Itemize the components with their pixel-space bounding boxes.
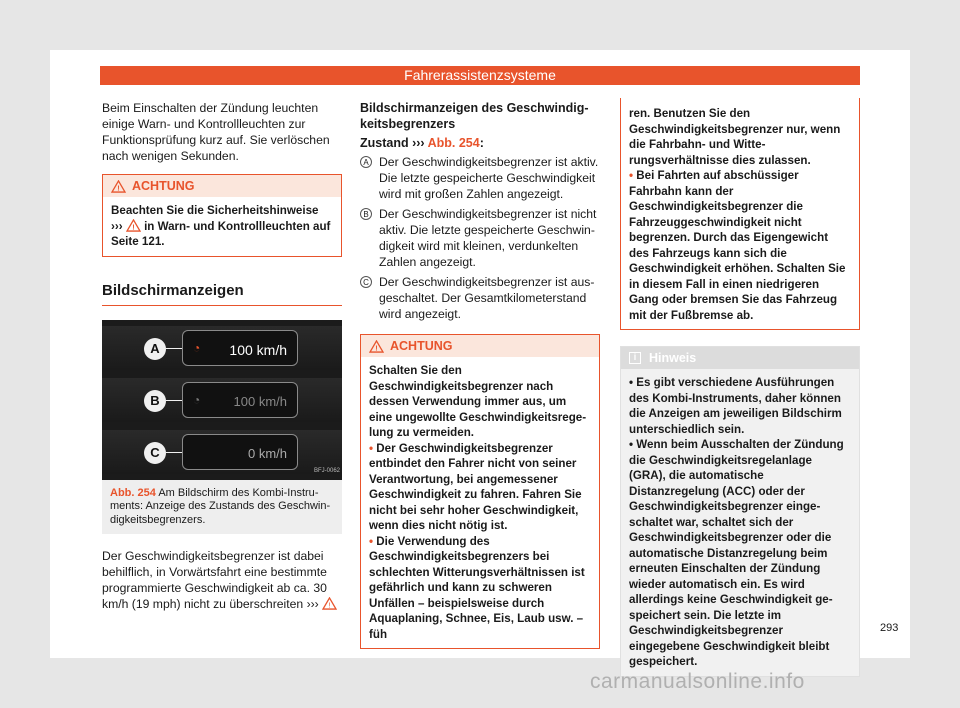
figure-caption <box>102 480 342 535</box>
warning-bullet <box>629 168 851 323</box>
display-strip-a <box>102 326 342 370</box>
display-strip-b <box>102 378 342 422</box>
warning-title: ACHTUNG <box>390 339 453 353</box>
caption-label: Abb. 254 <box>110 486 156 499</box>
warning-header <box>103 175 341 197</box>
marker-a: A <box>144 338 166 360</box>
speed-value: 100 km/h <box>229 341 287 358</box>
warning-box <box>102 174 342 257</box>
item-letter-badge: A <box>360 156 372 168</box>
warning-bullet <box>369 441 591 534</box>
warning-text-a: Beachten Sie die Sicherheitshinweise ››› <box>111 204 319 233</box>
warning-bullet-text: Bei Fahrten auf abschüssiger Fahrbahn kann der Geschwindigkeitsbegrenzer die Fahrzeuggeschwindigkeit nicht begrenzen. Durch das Eigengewicht des Fahrzeugs kann sich die Geschwindigkeit erhöhen. Schalten Sie in diesem Fall in einen niedrigeren Gang oder bremsen Sie das Fahrzeug mit der Fußbremse ab. <box>629 169 846 322</box>
svg-text:!: ! <box>132 222 135 232</box>
warning-box-continued <box>620 98 860 330</box>
caption-text: Am Bildschirm des Kombi-Instruments: Anzeige des Zustands des Geschwindigkeitsbegrenzers. <box>110 486 331 526</box>
warning-text <box>103 197 341 256</box>
warning-text <box>621 98 859 329</box>
warning-text-b: in Warn- und Kontrollleuchten auf Seite 121. <box>111 219 331 248</box>
bullet-icon: • <box>629 169 637 182</box>
bullet-icon: • <box>369 534 377 548</box>
note-header <box>621 347 859 369</box>
warning-intro: Schalten Sie den Geschwindigkeitsbegrenzer nach dessen Verwendung immer aus, um eine ungewollte Geschwindigkeitsregelung zu vermeiden. <box>369 364 587 439</box>
bullet-icon: • <box>369 441 377 455</box>
list-item <box>360 154 600 202</box>
speed-limiter-icon: ◔ <box>193 340 201 355</box>
note-box <box>620 346 860 677</box>
warning-triangle-icon <box>126 219 141 232</box>
speed-value: 100 km/h <box>233 393 287 409</box>
item-letter-badge: B <box>360 208 372 220</box>
svg-text:!: ! <box>117 183 120 193</box>
marker-c: C <box>144 442 166 464</box>
svg-text:!: ! <box>328 600 331 610</box>
item-text: Der Geschwindigkeitsbegrenzer ist aktiv. Die letzte gespeicherte Geschwindigkeit wird mit großen Zahlen angezeigt. <box>379 155 599 201</box>
speed-value: 0 km/h <box>247 445 287 461</box>
instrument-figure <box>102 320 342 480</box>
note-bullet-text: Es gibt verschiedene Ausführungen des Kombi-Instruments, daher können die Anzeigen am jeweiligen Bildschirm unterschiedlich sein. <box>629 376 842 436</box>
warning-bullet-text: Der Geschwindigkeitsbegrenzer entbindet den Fahrer nicht von seiner Verantwortung, bei angemessener Geschwindigkeit zu fahren. Fahren Sie nicht bei sehr hoher Geschwindigkeit, wenn dies nicht nötig ist. <box>369 441 582 532</box>
note-text <box>621 369 859 676</box>
subsection-heading: Bildschirmanzeigen des Geschwindigkeitsbegrenzers <box>360 101 589 131</box>
warning-text <box>361 357 599 648</box>
figure-code: BFJ-0062 <box>313 467 340 474</box>
column-1 <box>102 100 342 620</box>
warning-triangle-icon <box>111 180 126 193</box>
status-line: Zustand ››› Abb. 254: <box>360 136 484 150</box>
speed-limiter-icon: ◔ <box>193 392 201 407</box>
marker-b: B <box>144 390 166 412</box>
list-item <box>360 206 600 270</box>
info-icon: i <box>629 352 641 364</box>
limiter-paragraph-text: Der Geschwindigkeitsbegrenzer ist dabei behilflich, in Vorwärtsfahrt eine bestimmte programmierte Geschwindigkeit ab ca. 30 km/h (19 mph) nicht zu überschreiten ››› <box>102 549 327 611</box>
warning-box <box>360 334 600 649</box>
column-2 <box>360 100 600 661</box>
figure-reference-link[interactable]: Abb. 254 <box>427 136 480 150</box>
display-panel <box>182 434 298 470</box>
warning-triangle-icon <box>369 340 384 353</box>
note-bullet-text: Wenn beim Ausschalten der Zündung die Geschwindigkeitsregelanlage (GRA), die automatische Distanzregelung (ACC) oder der Geschwindigkeitsbegrenzer eingeschaltet war, schaltet sich der Geschwindigkeitsbegrenzer oder die automatische Distanzregelung beim erneuten Einschalten der Zündung wieder automatisch ein. Es wird allerdings keine Geschwindigkeit gespeichert sein. Die letzte im Geschwindigkeitsbegrenzer eingegebene Geschwindigkeit bleibt gespeichert. <box>629 438 844 668</box>
list-item <box>360 274 600 322</box>
limiter-paragraph <box>102 548 342 612</box>
warning-bullet-text: Die Verwendung des Geschwindigkeitsbegrenzers bei schlechten Witterungsverhältnissen ist gefährlich und kann zu schweren Unfällen – beispielsweise durch Aquaplaning, Schnee, Eis, Laub usw. – füh <box>369 534 585 641</box>
watermark: carmanualsonline.info <box>590 670 805 693</box>
bullet-icon: • <box>629 438 637 451</box>
status-label: Zustand ››› <box>360 136 425 150</box>
item-text: Der Geschwindigkeitsbegrenzer ist ausgeschaltet. Der Gesamtkilometerstand wird angezeigt. <box>379 275 595 321</box>
note-title: Hinweis <box>649 351 697 365</box>
column-3 <box>620 98 860 677</box>
page-number: 293 <box>880 622 899 634</box>
display-strip-c <box>102 430 342 474</box>
item-text: Der Geschwindigkeitsbegrenzer ist nicht aktiv. Die letzte gespeicherte Geschwindigkeit wird mit kleinen, verdunkelten Zahlen angezeigt. <box>379 207 597 269</box>
display-panel <box>182 382 298 418</box>
bullet-icon: • <box>629 376 637 389</box>
svg-text:!: ! <box>375 343 378 353</box>
note-bullet <box>629 375 851 437</box>
page-header: Fahrerassistenzsysteme <box>100 66 860 85</box>
warning-bullet <box>369 534 591 643</box>
warning-header <box>361 335 599 357</box>
display-panel <box>182 330 298 366</box>
intro-paragraph: Beim Einschalten der Zündung leuchten einige Warn- und Kontrollleuchten zur Funktionsprüfung kurz auf. Sie verlöschen nach wenigen Sekunden. <box>102 101 330 163</box>
warning-triangle-icon <box>322 597 337 610</box>
item-letter-badge: C <box>360 276 372 288</box>
warning-continued: ren. Benutzen Sie den Geschwindigkeitsbegrenzer nur, wenn die Fahrbahn- und Witterungsverhältnisse dies zulassen. <box>629 107 841 167</box>
warning-title: ACHTUNG <box>132 179 195 193</box>
note-bullet <box>629 437 851 670</box>
section-title: Bildschirmanzeigen <box>102 283 342 306</box>
